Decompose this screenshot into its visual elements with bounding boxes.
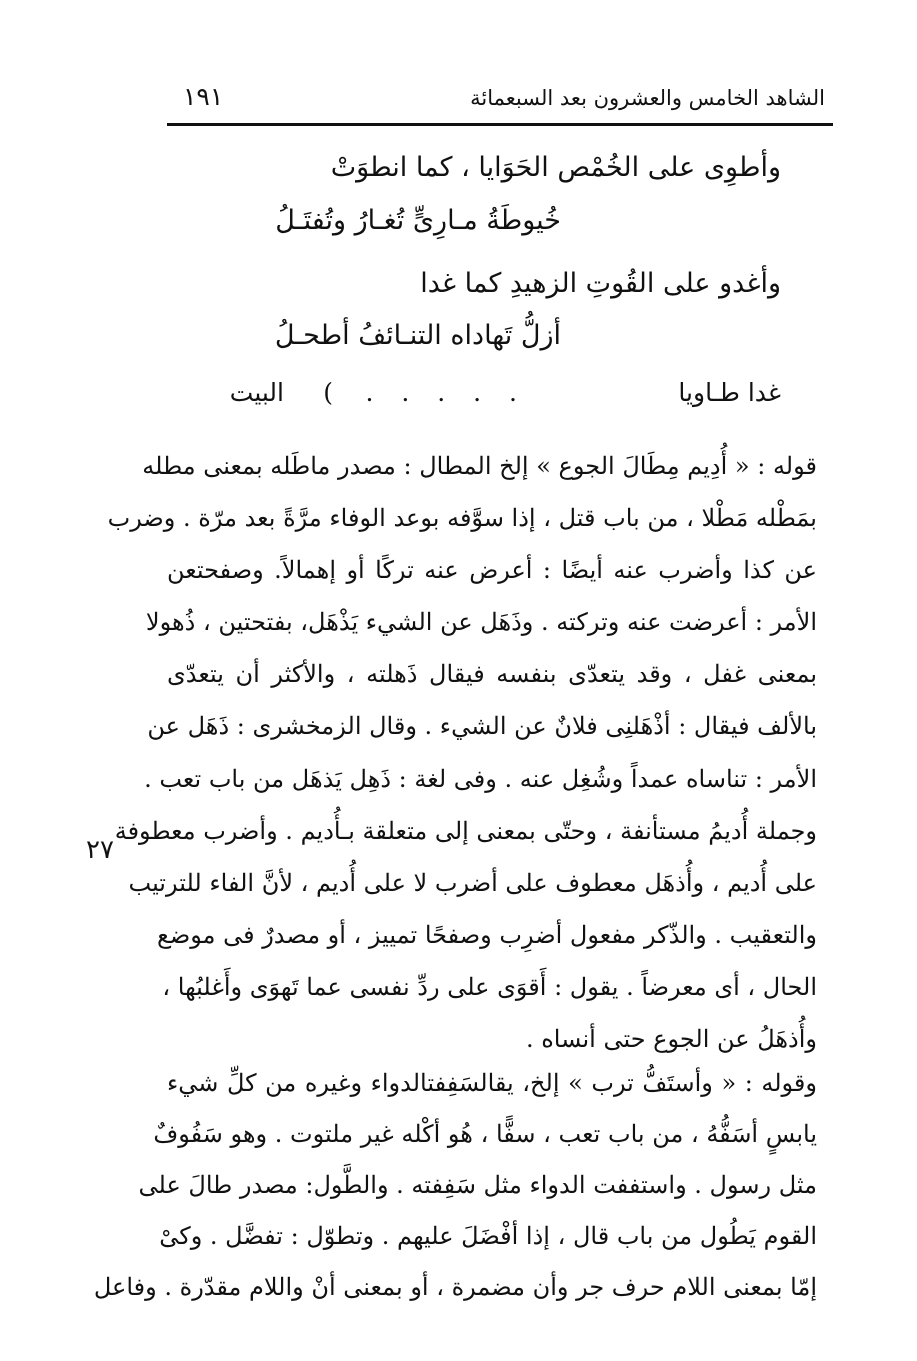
paragraph-line: الأمر : أعرضت عنه وتركته . وذَهَل عن الشيء يَذْهَل، بفتحتين ، ذُهولا (145, 608, 817, 637)
commentary-paragraph-1 (107, 440, 817, 1065)
paragraph-line: عن كذا وأضرب عنه أيضًا : أعرض عنه تركًا أو إهمالاً. وصفحتعن (167, 556, 817, 585)
verse-line-5-paren: ) (323, 378, 333, 407)
paragraph-line: مثل رسول . واستففت الدواء مثل سَفِفته . والطَّول: مصدر طالَ على (138, 1171, 817, 1199)
verse-line-2: خُيوطَةُ مـارِىٍّ تُغـارُ وتُفتَـلُ (275, 205, 561, 236)
paragraph-line: الحال ، أى معرضاً . يقول : أَقوَى على ردِّ نفسى عما تَهوَى وأَغلبُها ، (162, 972, 817, 1001)
header-rule (167, 123, 833, 126)
paragraph-line: وقوله : « وأستَفُّ ترب » إلخ، يقالسَفِفتالدواء وغيره من كلِّ شيء (167, 1069, 817, 1097)
verse-line-4: أزلُّ تَهاداه التنـائفُ أطحـلُ (274, 320, 561, 351)
paragraph-line: قوله : « أُدِيم مِطَالَ الجوع » إلخ المطال : مصدر ماطَله بمعنى مطله (142, 452, 817, 480)
margin-number: ٢٧ (86, 835, 114, 865)
verse-line-5-start: غدا طـاويا (678, 378, 781, 407)
paragraph-line: وجملة أُديمُ مستأنفة ، وحتّى بمعنى إلى متعلقة بـأُديم . وأضرب معطوفة (114, 816, 817, 845)
verse-line-1: وأطوِى على الخُمْص الحَوَايا ، كما انطوَتْ (330, 152, 781, 183)
paragraph-line: بالألف فيقال : أذْهَلنِى فلانٌ عن الشيء . وقال الزمخشرى : ذَهَل عن (147, 712, 817, 741)
paragraph-line: إمّا بمعنى اللام حرف جر وأن مضمرة ، أو بمعنى أنْ واللام مقدّرة . وفاعل (93, 1273, 817, 1301)
paragraph-line: القوم يَطُول من باب قال ، إذا أفْضَلَ عليهم . وتطوّل : تفضَّل . وكىْ (159, 1222, 817, 1250)
verse-line-5-end: البيت (229, 378, 284, 407)
paragraph-line: والتعقيب . والذّكر مفعول أضرِب وصفحًا تمييز ، أو مصدرٌ فى موضع (157, 920, 817, 949)
paragraph-line: وأُذهَلُ عن الجوع حتى أنساه . (525, 1025, 817, 1054)
verse-line-3: وأغدو على القُوتِ الزهيدِ كما غدا (420, 268, 781, 299)
running-header-title: الشاهد الخامس والعشرون بعد السبعمائة (470, 86, 825, 110)
paragraph-line: على أُديم ، وأُذهَل معطوف على أضرب لا على أُديم ، لأنَّ الفاء للترتيب (128, 868, 817, 897)
commentary-paragraph-2 (93, 1058, 817, 1313)
paragraph-line: بمعنى غفل ، وقد يتعدّى بنفسه فيقال ذَهلته ، والأكثر أن يتعدّى (167, 660, 817, 689)
paragraph-line: بمَطْله مَطْلا ، من باب قتل ، إذا سوَّفه بوعد الوفاء مرَّةً بعد مرّة . وضرب (107, 504, 817, 533)
verse-line-5-ellipsis: . . . . . (365, 378, 527, 407)
page-number: ١٩١ (183, 82, 224, 111)
paragraph-line: يابسٍ أسَفُّهُ ، من باب تعب ، سفًّا ، هُو أكْله غير ملتوت . وهو سَفُوفٌ (153, 1120, 817, 1148)
paragraph-line: الأمر : تناساه عمداً وشُغِل عنه . وفى لغة : ذَهِل يَذهَل من باب تعب . (144, 764, 817, 793)
